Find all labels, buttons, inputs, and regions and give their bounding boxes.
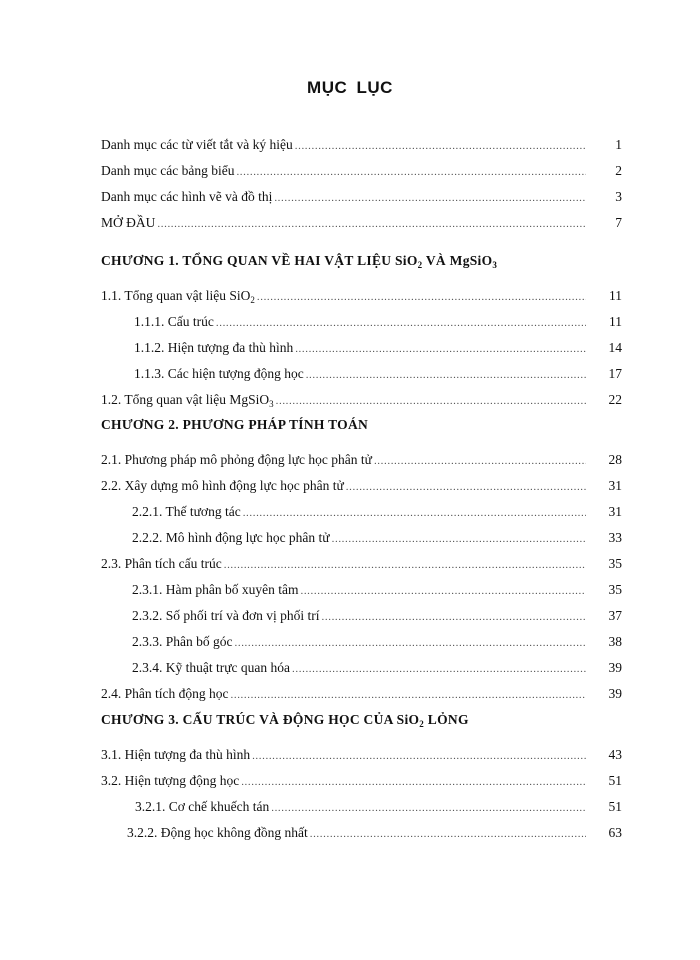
dot-leader — [216, 317, 586, 329]
dot-leader — [332, 533, 586, 545]
toc-entry-label: MỞ ĐẦU — [101, 215, 156, 230]
toc-entry-label: Danh mục các từ viết tắt và ký hiệu — [101, 137, 293, 152]
toc-entry[interactable] — [101, 634, 622, 654]
toc-page-number: 22 — [608, 392, 622, 407]
toc-entry[interactable] — [101, 392, 622, 412]
toc-page-number: 2 — [615, 163, 622, 178]
dot-leader — [346, 481, 586, 493]
dot-leader — [276, 395, 586, 407]
chapter-heading-2[interactable]: CHƯƠNG 2. PHƯƠNG PHÁP TÍNH TOÁN — [101, 417, 369, 432]
dot-leader — [322, 611, 586, 623]
dot-leader — [252, 750, 586, 762]
toc-entry-label: 3.1. Hiện tượng đa thù hình — [101, 747, 251, 762]
toc-entry[interactable] — [101, 504, 622, 524]
dot-leader — [235, 637, 587, 649]
toc-entry[interactable] — [101, 799, 622, 819]
dot-leader — [236, 166, 586, 178]
dot-leader — [310, 828, 586, 840]
toc-entry[interactable] — [101, 530, 622, 550]
toc-entry[interactable] — [101, 686, 622, 706]
dot-leader — [157, 218, 586, 230]
toc-page-number: 14 — [608, 340, 622, 355]
toc-page-number: 17 — [608, 366, 622, 381]
dot-leader — [374, 455, 586, 467]
toc-page-number: 51 — [608, 799, 622, 814]
toc-page-number: 38 — [608, 634, 622, 649]
toc-entry-label: 2.2.1. Thế tương tác — [132, 504, 241, 519]
toc-entry-label: 1.1.1. Cấu trúc — [134, 314, 214, 329]
toc-entry-label: 3.2. Hiện tượng động học — [101, 773, 240, 788]
toc-entry-label: 2.2.2. Mô hình động lực học phân tử — [132, 530, 330, 545]
toc-page-number: 11 — [609, 314, 622, 329]
toc-entry-label: 2.3.3. Phân bố góc — [132, 634, 233, 649]
chapter-heading-3[interactable]: CHƯƠNG 3. CẤU TRÚC VÀ ĐỘNG HỌC CỦA SiO$_2$ LỎNG — [101, 712, 469, 729]
toc-page-number: 31 — [608, 478, 622, 493]
toc-entry-label: 2.2. Xây dựng mô hình động lực học phân tử — [101, 478, 344, 493]
toc-page-number: 35 — [608, 556, 622, 571]
toc-entry-label: 3.2.1. Cơ chế khuếch tán — [135, 799, 270, 814]
toc-entry[interactable] — [101, 288, 622, 308]
toc-entry[interactable] — [101, 137, 622, 157]
dot-leader — [241, 776, 586, 788]
dot-leader — [295, 140, 586, 152]
toc-entry[interactable] — [101, 340, 622, 360]
dot-leader — [257, 291, 586, 303]
toc-entry-label: 2.3.4. Kỹ thuật trực quan hóa — [132, 660, 291, 675]
toc-page-number: 3 — [615, 189, 622, 204]
dot-leader — [306, 369, 586, 381]
toc-entry[interactable] — [101, 556, 622, 576]
toc-page-number: 37 — [608, 608, 622, 623]
toc-entry[interactable] — [101, 608, 622, 628]
dot-leader — [300, 585, 586, 597]
toc-page-number: 28 — [608, 452, 622, 467]
toc-page-number: 35 — [608, 582, 622, 597]
toc-page-number: 1 — [615, 137, 622, 152]
toc-entry[interactable] — [101, 215, 622, 235]
toc-entry-label: 1.1.2. Hiện tượng đa thù hình — [134, 340, 294, 355]
dot-leader — [231, 689, 587, 701]
dot-leader — [292, 663, 586, 675]
dot-leader — [224, 559, 586, 571]
toc-page-number: 51 — [608, 773, 622, 788]
toc-entry[interactable] — [101, 660, 622, 680]
toc-entry[interactable] — [101, 825, 622, 845]
toc-page-number: 11 — [609, 288, 622, 303]
dot-leader — [295, 343, 586, 355]
toc-entry-label: 2.1. Phương pháp mô phỏng động lực học phân tử — [101, 452, 372, 467]
toc-entry-label: 2.4. Phân tích động học — [101, 686, 229, 701]
dot-leader — [243, 507, 586, 519]
toc-page-number: 31 — [608, 504, 622, 519]
toc-entry[interactable] — [101, 366, 622, 386]
dot-leader — [274, 192, 586, 204]
toc-entry[interactable] — [101, 314, 622, 334]
toc-entry[interactable] — [101, 773, 622, 793]
toc-entry-label: 2.3.2. Số phối trí và đơn vị phối trí — [132, 608, 320, 623]
toc-entry[interactable] — [101, 163, 622, 183]
dot-leader — [271, 802, 586, 814]
toc-entry-label: 2.3. Phân tích cấu trúc — [101, 556, 222, 571]
toc-entry[interactable] — [101, 189, 622, 209]
toc-page-number: 39 — [608, 660, 622, 675]
toc-page-number: 43 — [608, 747, 622, 762]
toc-page-number: 33 — [608, 530, 622, 545]
toc-entry[interactable] — [101, 747, 622, 767]
toc-entry-label: 2.3.1. Hàm phân bố xuyên tâm — [132, 582, 299, 597]
toc-entry-label: 1.1.3. Các hiện tượng động học — [134, 366, 304, 381]
toc-entry-label: 3.2.2. Động học không đồng nhất — [127, 825, 308, 840]
toc-entry[interactable] — [101, 452, 622, 472]
page-title: MỤC LỤC — [307, 78, 393, 97]
toc-entry-label: 1.2. Tổng quan vật liệu MgSiO$_3$ — [101, 392, 274, 409]
toc-entry-label: 1.1. Tổng quan vật liệu SiO$_2$ — [101, 288, 255, 305]
toc-page-number: 7 — [615, 215, 622, 230]
chapter-heading-1[interactable]: CHƯƠNG 1. TỔNG QUAN VỀ HAI VẬT LIỆU SiO$_2$ VÀ MgSiO$_3$ — [101, 253, 498, 270]
toc-entry-label: Danh mục các bảng biểu — [101, 163, 235, 178]
toc-entry[interactable] — [101, 478, 622, 498]
toc-page-number: 63 — [608, 825, 622, 840]
toc-page-number: 39 — [608, 686, 622, 701]
toc-entry[interactable] — [101, 582, 622, 602]
toc-entry-label: Danh mục các hình vẽ và đồ thị — [101, 189, 273, 204]
